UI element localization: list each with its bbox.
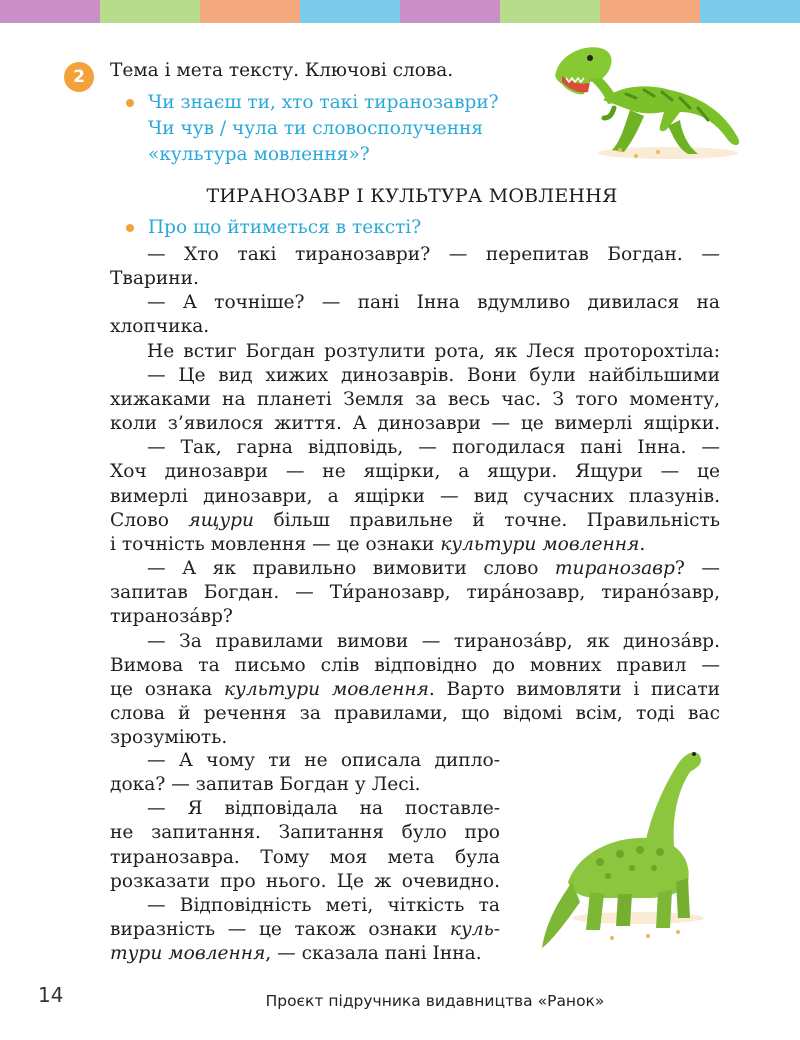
text-line: — За правилами вимови — тираноза́вр, як диноза́вр.: [147, 630, 720, 652]
text-line: розказати про нього. Це ж очевидно.: [110, 870, 500, 892]
text-line: — А точніше? — пані Інна вдумливо дивилася на: [147, 292, 720, 314]
header-color-segment: [600, 0, 700, 23]
question-line: Чи чув / чула ти словосполучення: [148, 118, 484, 139]
text-line: Не встиг Богдан розтулити рота, як Леся проторохтіла:: [147, 340, 720, 362]
pre-reading-question: Про що йтиметься в тексті?: [148, 217, 422, 238]
text-line: — Хто такі тиранозаври? — перепитав Богдан. —: [147, 244, 720, 265]
task-number-badge: 2: [64, 62, 94, 92]
story-text-wrapped: [110, 749, 500, 966]
text-line: — А чому ти не описала дипло-: [147, 750, 500, 771]
header-color-bar: [0, 0, 800, 23]
header-color-segment: [300, 0, 400, 23]
text-line: — Відповідність меті, чіткість та: [147, 894, 500, 916]
bullet-icon: [126, 224, 134, 232]
text-title: ТИРАНОЗАВР І КУЛЬТУРА МОВЛЕННЯ: [206, 185, 618, 207]
text-line: слова й речення за правилами, що відомі всім, тоді вас: [110, 702, 720, 724]
text-line: — Я відповідала на поставле-: [147, 798, 500, 820]
page-number: 14: [38, 983, 64, 1007]
footer-publisher: Проєкт підручника видавництва «Ранок»: [265, 992, 605, 1010]
text-line: — Це вид хижих динозаврів. Вони були найбільшими: [147, 364, 720, 386]
text-line: Слово ящури більш правильне й точне. Правильність: [110, 509, 720, 531]
text-line: — Так, гарна відповідь, — погодилася пані Інна. —: [147, 437, 720, 459]
text-line: тиранозавра. Тому моя мета була: [110, 846, 500, 868]
bullet-icon: [126, 99, 134, 107]
text-line: хлопчика.: [110, 316, 210, 338]
text-line: Хоч динозаври — не ящірки, а ящури. Ящури — це: [110, 461, 720, 483]
text-line: хижаками на планеті Земля за весь час. З того моменту,: [110, 388, 720, 410]
header-color-segment: [200, 0, 300, 23]
task-heading: Тема і мета тексту. Ключові слова.: [110, 60, 454, 81]
text-line: не запитання. Запитання було про: [110, 822, 500, 844]
header-color-segment: [0, 0, 100, 23]
header-color-segment: [100, 0, 200, 23]
task-questions: [148, 90, 499, 168]
text-line: коли з’явилося життя. А динозаври — це вимерлі ящірки.: [110, 413, 720, 435]
text-line: тираноза́вр?: [110, 606, 233, 628]
question-line: Чи знаєш ти, хто такі тиранозаври?: [148, 92, 499, 113]
question-line: «культура мовлення»?: [148, 144, 370, 165]
text-line: Тварини.: [110, 268, 199, 290]
text-line: Вимова та письмо слів відповідно до мовних правил —: [110, 654, 720, 676]
text-line: і точність мовлення — це ознаки культури мовлення.: [110, 533, 646, 555]
header-color-segment: [700, 0, 800, 23]
tyrannosaurus-illustration: [548, 38, 748, 168]
header-color-segment: [500, 0, 600, 23]
text-line: тури мовлення, — сказала пані Інна.: [110, 943, 482, 965]
text-line: — А як правильно вимовити слово тиранозавр? —: [147, 558, 720, 580]
text-line: виразність — це також ознаки куль-: [110, 919, 500, 941]
text-line: це ознака культури мовлення. Варто вимовляти і писати: [110, 678, 720, 700]
story-text: [110, 243, 720, 750]
diplodocus-illustration: [528, 742, 718, 962]
text-line: зрозуміють.: [110, 727, 228, 749]
text-line: дока? — запитав Богдан у Лесі.: [110, 774, 421, 796]
text-line: запитав Богдан. — Ти́ранозавр, тира́нозавр, тирано́завр,: [110, 582, 720, 604]
text-line: вимерлі динозаври, а ящірки — вид сучасних плазунів.: [110, 485, 720, 507]
header-color-segment: [400, 0, 500, 23]
